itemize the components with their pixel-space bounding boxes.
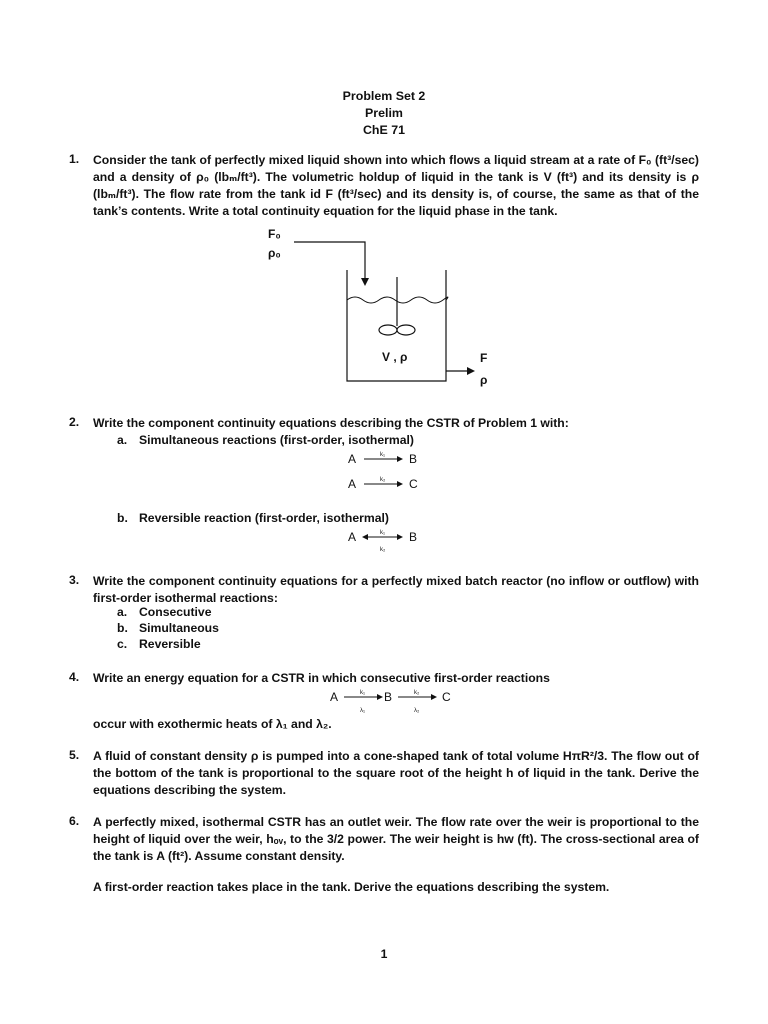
outlet-density-label: ρ — [480, 373, 488, 387]
tank-contents-label: V , ρ — [382, 350, 408, 364]
reaction-reversible — [340, 526, 430, 556]
inlet-density-label: ρ₀ — [268, 246, 281, 260]
species-b: B — [409, 530, 418, 544]
problem-5-text: A fluid of constant density ρ is pumped into a cone-shaped tank of total volume HπR²/3. The flow out of the bottom of the tank is proportional to the square root of the height h of liquid in the tank. Derive the equations describing the system. — [93, 749, 699, 797]
problem-2b-letter: b. — [117, 511, 128, 525]
impeller-left — [379, 325, 397, 335]
problem-2b-text: Reversible reaction (first-order, isothermal) — [139, 511, 389, 525]
outlet-flow-label: F — [480, 351, 488, 365]
rate-constant-k2: k₂ — [380, 547, 386, 553]
problem-1-number: 1. — [69, 152, 80, 166]
problem-4-number: 4. — [69, 670, 80, 684]
species-c: C — [442, 690, 451, 704]
species-b: B — [384, 690, 393, 704]
problem-3a-label: Consecutive — [139, 605, 212, 619]
reaction-consecutive — [322, 685, 472, 715]
problem-3b-label: Simultaneous — [139, 621, 219, 635]
species-c: C — [409, 477, 418, 491]
heat-lambda1: λ₁ — [360, 708, 366, 714]
problem-3c-label: Reversible — [139, 637, 201, 651]
species-a: A — [330, 690, 339, 704]
outlet-arrowhead — [467, 367, 475, 375]
problem-3c-letter: c. — [117, 637, 128, 651]
rate-constant-k1: k₁ — [380, 530, 386, 536]
problem-2a-letter: a. — [117, 433, 128, 447]
rate-constant-k1: k₁ — [360, 690, 366, 696]
inlet-arrowhead — [361, 278, 369, 286]
problem-2a-text: Simultaneous reactions (first-order, isothermal) — [139, 433, 414, 447]
problem-1-text: Consider the tank of perfectly mixed liquid shown into which flows a liquid stream at a rate of F₀ (ft³/sec) and a density of ρ₀ (lbₘ/ft³). The volumetric holdup of liquid in the tank is V (ft³) and its density is ρ (lbₘ/ft³). The flow rate from the tank id F (ft³/sec) and its density is, of course, the same as that of the tank’s contents. Write a total continuity equation for the liquid phase in the tank. — [93, 153, 699, 218]
title-problem-set: Problem Set 2 — [342, 89, 426, 103]
problem-6-text: A perfectly mixed, isothermal CSTR has an outlet weir. The flow rate over the weir is proportional to the height of liquid over the weir, hₒᵥ, to the 3/2 power. The weir height is hw (ft). The cross-sectional area of the tank is A (ft²). Assume constant density. — [93, 815, 699, 863]
rate-constant-k2: k₂ — [414, 690, 420, 696]
problem-3-text: Write the component continuity equations for a perfectly mixed batch reactor (no inflow or outflow) with first-order isothermal reactions: — [93, 574, 699, 605]
problem-6-number: 6. — [69, 814, 80, 828]
species-a: A — [348, 477, 357, 491]
problem-3b-letter: b. — [117, 621, 128, 635]
inlet-flow-label: F₀ — [268, 227, 281, 241]
tank-diagram — [260, 222, 500, 392]
rate-constant-k1: k₁ — [380, 452, 386, 458]
title-course: ChE 71 — [362, 123, 405, 137]
problem-3-number: 3. — [69, 573, 80, 587]
species-a: A — [348, 452, 357, 466]
problem-2-number: 2. — [69, 415, 80, 429]
problem-4-text: Write an energy equation for a CSTR in which consecutive first-order reactions — [93, 671, 550, 685]
rate-constant-k2: k₂ — [380, 477, 386, 483]
problem-4-tail: occur with exothermic heats of λ₁ and λ₂. — [93, 717, 332, 731]
problem-5-number: 5. — [69, 748, 80, 762]
title-prelim: Prelim — [365, 106, 403, 120]
impeller-right — [397, 325, 415, 335]
species-b: B — [409, 452, 418, 466]
inlet-pipe — [294, 242, 365, 284]
heat-lambda2: λ₂ — [414, 708, 420, 714]
species-a: A — [348, 530, 357, 544]
page-number: 1 — [380, 947, 388, 961]
problem-6-text2: A first-order reaction takes place in the tank. Derive the equations describing the system. — [93, 880, 610, 894]
reaction-a-to-b-and-c — [340, 448, 430, 494]
problem-2-text: Write the component continuity equations describing the CSTR of Problem 1 with: — [93, 416, 569, 430]
problem-3a-letter: a. — [117, 605, 128, 619]
